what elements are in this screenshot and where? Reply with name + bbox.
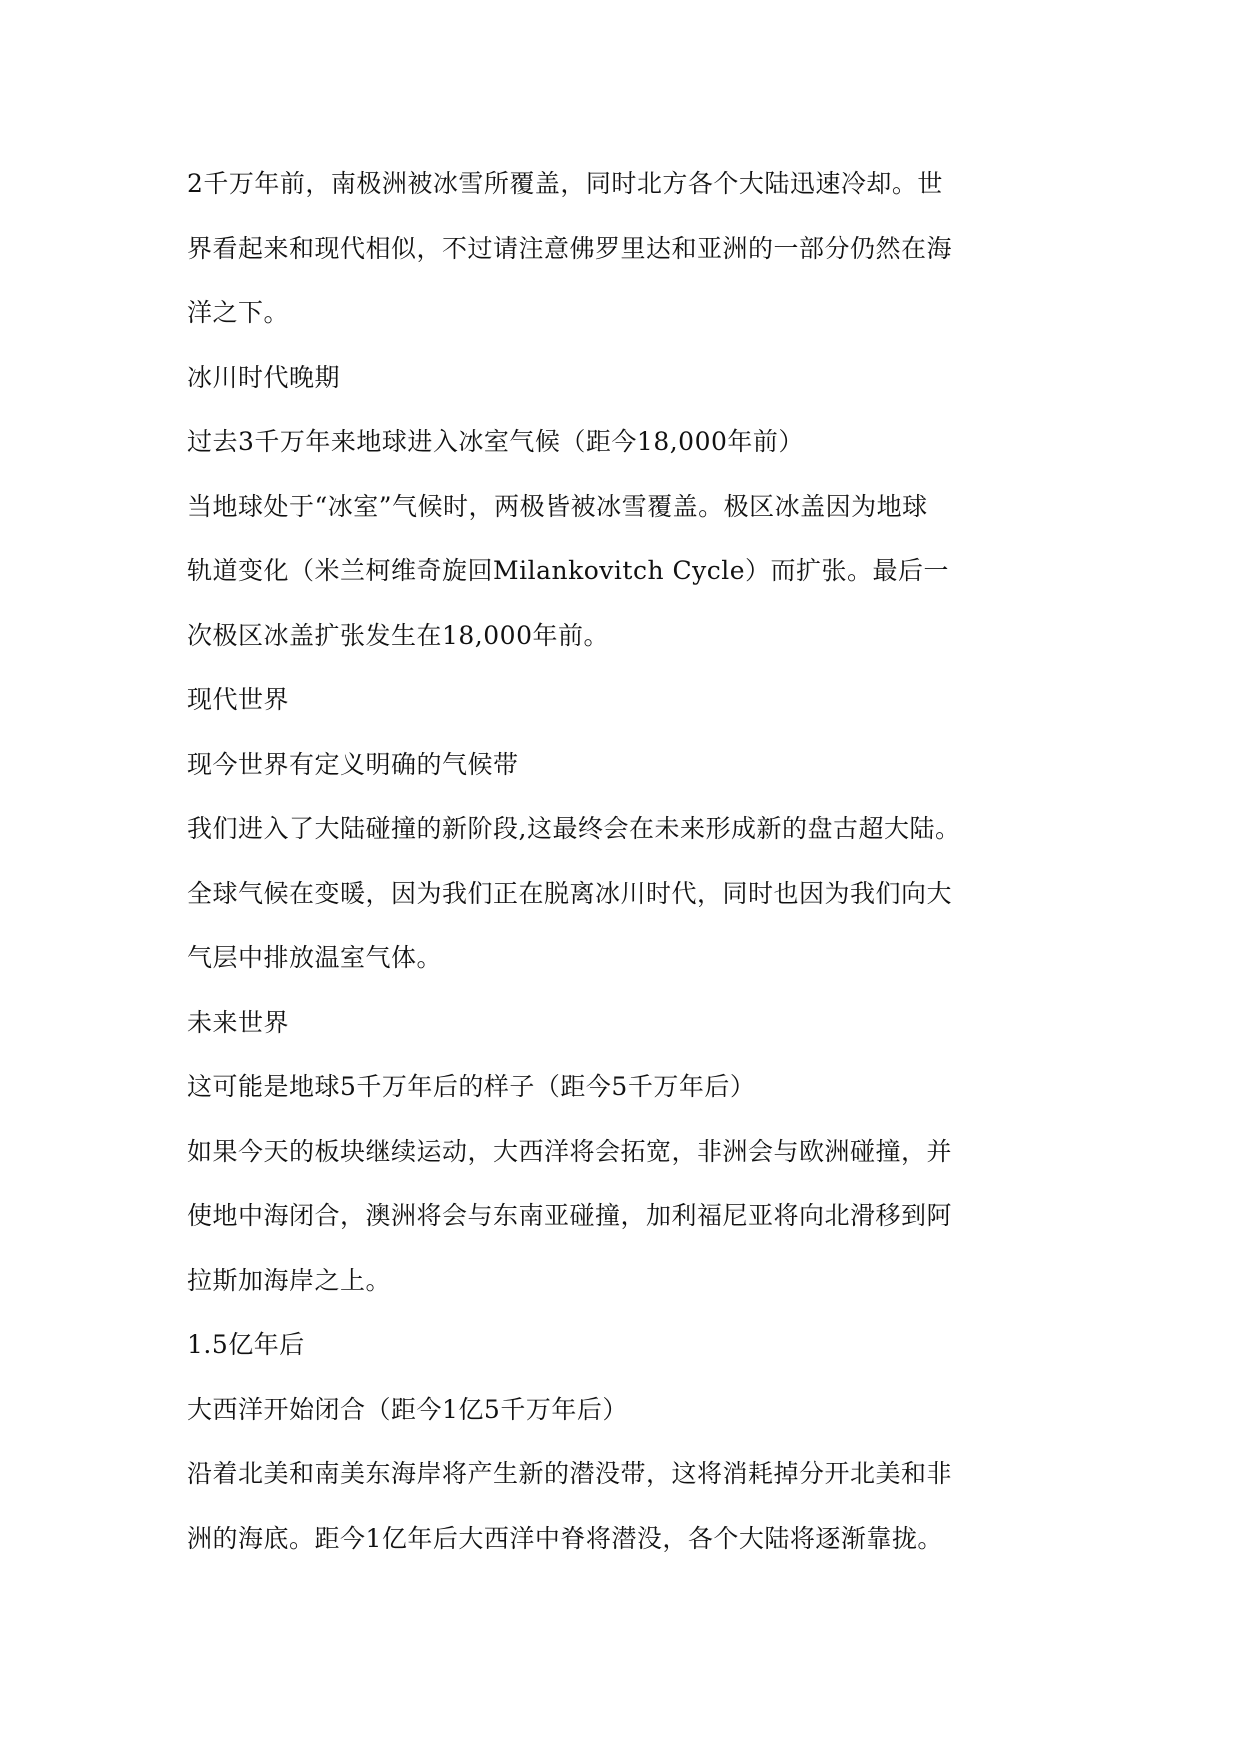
document-body (187, 152, 1067, 1571)
paragraph-line: 使地中海闭合，澳洲将会与东南亚碰撞，加利福尼亚将向北滑移到阿 (187, 1201, 953, 1230)
paragraph-line: 2千万年前，南极洲被冰雪所覆盖，同时北方各个大陆迅速冷却。世 (187, 169, 943, 198)
paragraph-line: 界看起来和现代相似，不过请注意佛罗里达和亚洲的一部分仍然在海 (187, 233, 953, 263)
paragraph-line: 如果今天的板块继续运动，大西洋将会拓宽，非洲会与欧洲碰撞，并 (187, 1136, 953, 1166)
paragraph-line: 沿着北美和南美东海岸将产生新的潜没带，这将消耗掉分开北美和非 (187, 1459, 953, 1488)
section-subtitle: 过去3千万年来地球进入冰室气候（距今18,000年前） (187, 427, 804, 456)
section-subtitle: 大西洋开始闭合（距今1亿5千万年后） (187, 1394, 628, 1424)
section-heading: 未来世界 (187, 1007, 290, 1037)
section-subtitle: 这可能是地球5千万年后的样子（距今5千万年后） (187, 1072, 756, 1101)
section-subtitle: 现今世界有定义明确的气候带 (187, 749, 519, 779)
section-heading: 冰川时代晚期 (187, 362, 341, 392)
paragraph-line: 全球气候在变暖，因为我们正在脱离冰川时代，同时也因为我们向大 (187, 878, 953, 908)
paragraph-line: 当地球处于“冰室”气候时，两极皆被冰雪覆盖。极区冰盖因为地球 (187, 491, 928, 521)
paragraph-line: 洲的海底。距今1亿年后大西洋中脊将潜没，各个大陆将逐渐靠拢。 (187, 1523, 943, 1553)
paragraph-line: 气层中排放温室气体。 (187, 943, 443, 972)
paragraph-line: 次极区冰盖扩张发生在18,000年前。 (187, 620, 609, 650)
paragraph-line: 洋之下。 (187, 298, 290, 327)
section-heading: 现代世界 (187, 685, 290, 714)
paragraph-line: 我们进入了大陆碰撞的新阶段,这最终会在未来形成新的盘古超大陆。 (187, 814, 961, 843)
section-heading: 1.5亿年后 (187, 1330, 305, 1359)
paragraph-line: 轨道变化（米兰柯维奇旋回Milankovitch Cycle）而扩张。最后一 (187, 556, 950, 585)
paragraph-line: 拉斯加海岸之上。 (187, 1265, 392, 1295)
